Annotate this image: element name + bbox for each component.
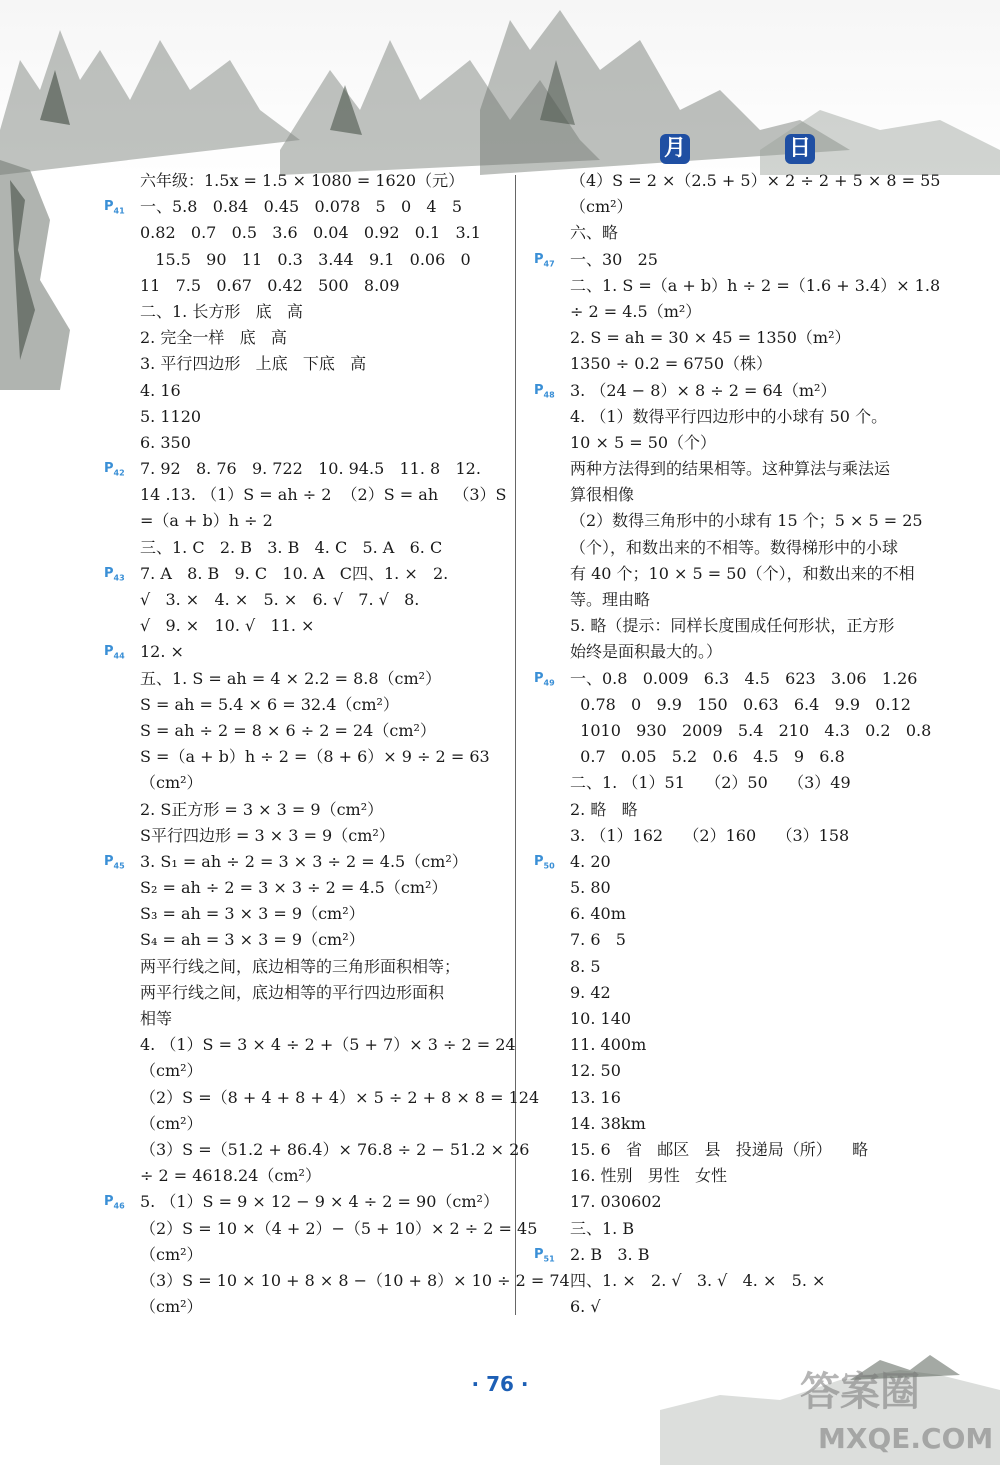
answer-line [140,980,510,1006]
answer-line [570,456,950,482]
answer-text: ÷ 2 = 4.5（m²） [570,301,702,321]
answer-line [140,351,510,377]
answer-line [140,954,510,980]
answer-line [570,1032,950,1058]
answer-line [570,927,950,953]
answer-line [534,666,950,692]
answer-line [140,1137,530,1163]
answer-text: （个），和数出来的不相等。数得梯形中的小球 [570,537,899,557]
answer-text: 13. 16 [570,1087,621,1107]
answer-line [140,273,510,299]
answer-line [140,823,510,849]
answer-text: 5. 1120 [140,406,202,426]
answer-line [570,639,950,665]
answer-line [570,299,950,325]
answer-line [570,220,950,246]
answer-line [140,1294,510,1320]
watermark-url: MXQE.COM [818,1422,994,1455]
answer-text: 1010 930 2009 5.4 210 4.3 0.2 0.8 [570,720,932,740]
answer-line [140,404,510,430]
answer-text: （cm²） [140,773,203,793]
answer-line [534,1242,950,1268]
page-marker: $P_{48}$ [534,382,555,400]
answer-line [140,692,510,718]
answer-line [570,1111,950,1137]
answer-line [570,770,950,796]
answer-text: 14 .13. （1）S = ah ÷ 2 （2）S = ah （3）S [140,485,507,505]
answer-text: S₄ = ah = 3 × 3 = 9（cm²） [140,930,365,950]
answer-text: 1350 ÷ 0.2 = 6750（株） [570,354,773,374]
answer-line [140,430,510,456]
answer-line [570,1216,950,1242]
answer-text: √ 3. × 4. × 5. × 6. √ 7. √ 8. [140,590,420,609]
answer-text: 3. （1）162 （2）160 （3）158 [570,825,850,845]
page-marker: $P_{43}$ [104,565,125,583]
answer-text: 9. 42 [570,982,611,1002]
answer-text: 12. × [140,642,184,662]
answer-line [140,927,510,953]
answer-line [140,168,510,194]
day-label: 日 [785,134,815,164]
answer-text: 2. B 3. B [570,1244,650,1264]
answer-text: S平行四边形 = 3 × 3 = 9（cm²） [140,825,395,845]
answer-text: 12. 50 [570,1061,621,1081]
answer-line [104,456,510,482]
answer-line [140,1216,538,1242]
answer-line [534,849,950,875]
answer-line [570,1268,950,1294]
answer-text: =（a + b）h ÷ 2 [140,511,273,531]
answer-line [140,1058,510,1084]
answer-line [570,325,950,351]
answer-line [570,1085,950,1111]
answer-line [570,168,950,194]
page-marker: $P_{42}$ [104,461,125,478]
answer-text: 两平行线之间，底边相等的平行四边形面积 [140,982,445,1002]
page-marker: $P_{41}$ [104,199,125,216]
page-number: · 76 · [471,1372,529,1396]
answer-text: 4. 20 [570,851,611,871]
answer-text: 14. 38km [570,1113,646,1133]
answer-text: 5. 80 [570,878,611,898]
answer-text: 3. S₁ = ah ÷ 2 = 3 × 3 ÷ 2 = 4.5（cm²） [140,851,468,871]
answer-line [570,351,950,377]
page-marker: $P_{49}$ [534,670,555,688]
answer-text: 一、30 25 [570,249,658,269]
answer-line [140,797,510,823]
page-marker: $P_{46}$ [104,1194,125,1211]
right-answer-column [534,168,950,1320]
answer-text: 3. 平行四边形 上底 下底 高 [140,354,367,374]
answer-line [570,823,950,849]
answer-line [570,744,950,770]
answer-line [140,482,510,508]
answer-text: （cm²） [140,1297,203,1317]
answer-text: S₃ = ah = 3 × 3 = 9（cm²） [140,904,365,924]
page-marker: $P_{44}$ [104,644,125,661]
answer-text: 三、1. C 2. B 3. B 4. C 5. A 6. C [140,537,443,557]
answer-line [140,1111,510,1137]
answer-line [570,194,950,220]
answer-text: 五、1. S = ah = 4 × 2.2 = 8.8（cm²） [140,668,442,688]
answer-text: （cm²） [140,1061,203,1081]
answer-text: 5. （1）S = 9 × 12 − 9 × 4 ÷ 2 = 90（cm²） [140,1192,499,1212]
answer-line [570,430,950,456]
answer-text: 六、略 [570,223,619,243]
answer-line [570,797,950,823]
answer-text: 15.5 90 11 0.3 3.44 9.1 0.06 0 [140,249,471,269]
answer-text: 相等 [140,1009,173,1028]
answer-text: ÷ 2 = 4618.24（cm²） [140,1166,321,1186]
answer-text: S = ah = 5.4 × 6 = 32.4（cm²） [140,694,399,714]
answer-line [140,508,510,534]
answer-line [140,1242,510,1268]
answer-text: 2. 略 略 [570,799,638,819]
answer-text: 始终是面积最大的。） [570,642,723,662]
answer-line [140,1006,510,1032]
answer-text: 6. 350 [140,432,191,452]
landscape-corner [0,160,110,390]
answer-line [570,561,950,587]
landscape-banner [0,0,1000,175]
month-label: 月 [660,134,690,164]
answer-text: S₂ = ah ÷ 2 = 3 × 3 ÷ 2 = 4.5（cm²） [140,878,448,898]
answer-text: （2）数得三角形中的小球有 15 个；5 × 5 = 25 [570,511,923,531]
answer-text: 0.7 0.05 5.2 0.6 4.5 9 6.8 [570,747,845,767]
answer-text: 7. 92 8. 76 9. 722 10. 94.5 11. 8 12. [140,459,481,479]
answer-text: 0.78 0 9.9 150 0.63 6.4 9.9 0.12 [570,694,911,714]
answer-text: （3）S =（51.2 + 86.4）× 76.8 ÷ 2 − 51.2 × 26 [140,1139,530,1159]
answer-line [140,325,510,351]
answer-line [570,875,950,901]
answer-line [140,1163,510,1189]
answer-text: 7. 6 5 [570,930,626,950]
answer-line [140,666,510,692]
answer-text: S = ah ÷ 2 = 8 × 6 ÷ 2 = 24（cm²） [140,720,436,740]
date-header [660,130,830,170]
answer-line [570,1294,950,1320]
answer-line [534,247,950,273]
page-marker: $P_{45}$ [104,853,125,871]
answer-line [140,875,510,901]
answer-text: 6. √ [570,1297,601,1317]
answer-line [140,1085,540,1111]
answer-text: （4）S = 2 ×（2.5 + 5）× 2 ÷ 2 + 5 × 8 = 55 [570,171,941,190]
answer-line [570,1189,950,1215]
answer-line [570,980,950,1006]
answer-text: 11. 400m [570,1035,647,1055]
answer-text: 两种方法得到的结果相等。这种算法与乘法运 [570,459,891,479]
answer-text: 四、1. × 2. √ 3. √ 4. × 5. × [570,1270,826,1290]
answer-text: 7. A 8. B 9. C 10. A C四、1. × 2. [140,563,449,583]
answer-line [570,901,950,927]
answer-text: 10. 140 [570,1009,632,1028]
answer-line [104,639,510,665]
answer-line [140,744,510,770]
answer-line [570,508,950,534]
answer-line [570,613,950,639]
answer-text: （cm²） [140,1113,203,1133]
answer-text: 算很相像 [570,485,635,505]
answer-line [140,220,510,246]
answer-text: 一、0.8 0.009 6.3 4.5 623 3.06 1.26 [570,668,918,688]
answer-line [104,561,510,587]
answer-text: 0.82 0.7 0.5 3.6 0.04 0.92 0.1 3.1 [140,223,481,243]
watermark-logo: 答案圈 [800,1369,920,1415]
answer-line [104,194,510,220]
answer-line [570,692,950,718]
answer-line [570,954,950,980]
answer-text: （cm²） [570,197,633,217]
answer-text: 4. 16 [140,380,181,400]
page-marker: $P_{51}$ [534,1246,555,1264]
answer-line [570,718,950,744]
answer-line [140,718,510,744]
answer-text: 二、1. （1）51 （2）50 （3）49 [570,773,851,793]
answer-text: 8. 5 [570,956,601,976]
answer-line [570,1137,950,1163]
answer-line [570,1058,950,1084]
answer-line [140,378,510,404]
answer-line [570,482,950,508]
answer-text: 2. S = ah = 30 × 45 = 1350（m²） [570,328,851,348]
answer-text: 二、1. S =（a + b）h ÷ 2 =（1.6 + 3.4）× 1.8 [570,275,941,295]
page-marker: $P_{50}$ [534,853,555,871]
answer-line [140,613,510,639]
answer-line [570,535,950,561]
answer-line [140,535,510,561]
answer-text: 2. 完全一样 底 高 [140,328,287,348]
answer-text: （2）S =（8 + 4 + 8 + 4）× 5 ÷ 2 + 8 × 8 = 124 [140,1087,540,1107]
answer-text: 5. 略（提示：同样长度围成任何形状，正方形 [570,616,895,636]
answer-text: 11 7.5 0.67 0.42 500 8.09 [140,275,400,295]
answer-text: 17. 030602 [570,1192,662,1212]
answer-text: 有 40 个；10 × 5 = 50（个），和数出来的不相 [570,563,915,583]
answer-text: 两平行线之间，底边相等的三角形面积相等； [140,956,461,976]
answer-line [140,770,510,796]
answer-line [570,1163,950,1189]
answer-line [104,1189,510,1215]
answer-text: 六年级：1.5x = 1.5 × 1080 = 1620（元） [140,171,465,190]
answer-text: √ 9. × 10. √ 11. × [140,616,315,636]
answer-text: （cm²） [140,1244,203,1264]
answer-line [570,404,950,430]
answer-text: 4. （1）数得平行四边形中的小球有 50 个。 [570,406,888,426]
answer-text: S =（a + b）h ÷ 2 =（8 + 6）× 9 ÷ 2 = 63 [140,747,490,767]
answer-text: 2. S正方形 = 3 × 3 = 9（cm²） [140,799,384,819]
answer-text: 3. （24 − 8）× 8 ÷ 2 = 64（m²） [570,380,837,400]
answer-text: （3）S = 10 × 10 + 8 × 8 −（10 + 8）× 10 ÷ 2 = 74 [140,1270,570,1290]
answer-line [104,849,510,875]
page-marker: $P_{47}$ [534,251,555,269]
answer-text: 10 × 5 = 50（个） [570,432,717,452]
answer-line [570,273,950,299]
answer-line [140,1268,570,1294]
answer-text: 4. （1）S = 3 × 4 ÷ 2 +（5 + 7）× 3 ÷ 2 = 24 [140,1035,516,1055]
answer-text: 三、1. B [570,1218,635,1238]
answer-line [534,378,950,404]
answer-line [140,587,510,613]
answer-text: 一、5.8 0.84 0.45 0.078 5 0 4 5 [140,197,463,217]
answer-text: 15. 6 省 邮区 县 投递局（所） 略 [570,1139,869,1159]
answer-line [570,1006,950,1032]
answer-line [570,587,950,613]
answer-text: 二、1. 长方形 底 高 [140,301,303,321]
answer-text: 6. 40m [570,904,626,924]
answer-line [140,901,510,927]
answer-text: 16. 性别 男性 女性 [570,1166,728,1186]
answer-line [140,247,510,273]
answer-text: 等。理由略 [570,590,651,609]
answer-line [140,299,510,325]
answer-line [140,1032,516,1058]
answer-text: （2）S = 10 ×（4 + 2）−（5 + 10）× 2 ÷ 2 = 45 [140,1218,538,1238]
